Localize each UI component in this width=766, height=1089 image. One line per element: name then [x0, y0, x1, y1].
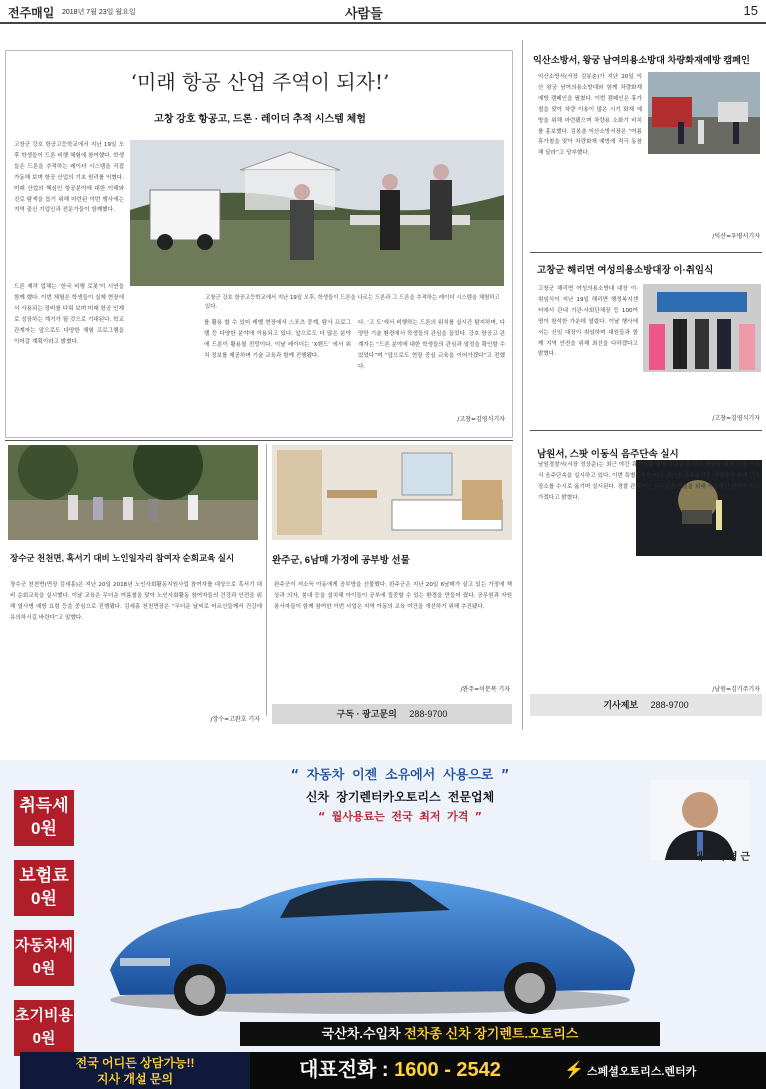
- drone-photo: [130, 140, 504, 286]
- main-body-col1b: 드론 제작 업체는 ‘한국 비행 로봇’이 시연을 함께 했다. 이번 체험은 학생들이 실제 현장에서 사용되는 장비를 다뤄 보며 미래 항공 인재로 성장하는 계기가 될 것으로 기대된다. 학교 관계자는 앞으로도 다양한 체험 프로그램을 이어갈 계획이라고 밝혔다.: [14, 284, 124, 345]
- ad-slogan-3: “ 월사용료는 전국 최저 가격 ”: [318, 810, 482, 823]
- ceo-name: 대표 이 영 근: [693, 852, 750, 863]
- r3-title: 남원서, 스팟 이동식 음주단속 실시: [537, 449, 679, 460]
- main-body-col2: 를 활용 할 수 있어 레벨 현장에서 스포츠 중계, 탐사 프로그램 등 다양한 분야에 이용되고 있다. 앞으로도 더 많은 분야에 드론이 활용될 전망이다. 이날 레이더는 ‘X밴드’ 에서 위치 정보를 제공하며 기술 교육과 함께 진행됐다.: [204, 320, 351, 359]
- ad-branch-box: [20, 1052, 250, 1089]
- sports-car-illustration: [90, 850, 650, 1020]
- lightning-icon: ⚡: [564, 1062, 584, 1079]
- main-photo-caption: 고창군 강호 항공고등학교에서 지난 19일 오후, 학생들이 드론을 나르는 드론과 그 드론을 추적하는 레이더 시스템을 체험하고 있다.: [205, 295, 500, 310]
- ad-tag-2: 보험료 0원: [14, 860, 74, 916]
- lower-divider: [5, 440, 513, 441]
- section-title: 사람들: [345, 6, 383, 21]
- l1-photo-image: [8, 445, 258, 540]
- l1-body: 장수군 천천면(면장 김세홍)은 지난 20일 2018년 노인사회활동지원사업 참여자를 대상으로 혹서기 대비 순회교육을 실시했다. 이날 교육은 무더운 여름철을 맞아 노인사회활동 참여자들의 건강과 안전을 위해 열사병 예방 요령 등을 중심으로 진행됐다. 김세홍 천천면장은 “무더운 날씨로 어르신들께서 건강에 유의하시길 바란다”고 말했다.: [10, 582, 262, 621]
- ad-tag-1: 취득세 0원: [14, 790, 74, 846]
- ad-company-name: 스페셜오토리스.렌터카: [586, 1066, 697, 1078]
- r2-byline: /고창=김영식기자: [712, 415, 760, 422]
- r2-title: 고창군 해리면 여성의용소방대장 이·취임식: [537, 265, 714, 276]
- r1-title: 익산소방서, 왕궁 남여의용소방대 차량화재예방 캠페인: [533, 55, 750, 65]
- subscribe-phone: 288-9700: [409, 709, 448, 719]
- l2-body: 완주군이 저소득 아동에게 공부방을 선물했다. 완주군은 지난 20일 6남매가 살고 있는 가정에 책상과 의자, 침대 등을 설치해 아이들이 공부에 집중할 수 있는 환경을 만들어 줬다. 공무원과 자원봉사자들이 함께 참여한 이번 사업은 지역 아동의 교육 여건을 개선하기 위해 추진됐다.: [274, 582, 512, 610]
- r2-photo-image: [643, 284, 761, 372]
- main-body-col1: 고창군 강호 항공고등학교에서 지난 19일 오후 학생들이 드론 비행 체험에 참여했다. 학생들은 드론을 추적하는 레이더 시스템을 직접 가동해 보며 항공 산업의 기초 원리를 익혔다. 미래 산업의 핵심인 항공분야에 대한 이해와 진로 탐색을 돕기 위해 마련된 이번 행사에는 지역 출신 기업인과 전문가들이 함께했다.: [14, 142, 124, 214]
- l2-photo: [272, 445, 512, 540]
- report-label: 기사제보: [603, 700, 639, 710]
- report-bar: [530, 694, 762, 716]
- l1-photo: [8, 445, 258, 540]
- ad-phone-box: [250, 1052, 550, 1089]
- masthead: 전주매일: [8, 6, 55, 20]
- r1-byline: /익산=우병서기자: [712, 233, 760, 240]
- main-body-col3: 다. ‘고 도’에서 비행하는 드론의 위치를 실시간 탐지하며, 다양한 기술 환경에서 학생들의 관심을 끌었다. 강호 항공고 관계자는 “드론 분야에 대한 학생들의 관심과 열정을 확인할 수 있었다”며 “앞으로도 현장 중심 교육을 이어가겠다”고 전했다.: [358, 320, 505, 370]
- ad-slogan-2: 신차 장기렌터카오토리스 전문업체: [305, 790, 495, 804]
- r3-body: 남원경찰서(서장 정상준)는 최근 야간 휴가철을 맞아 음주운전 사고 예방을 위해 스팟 이동식 음주단속을 실시하고 있다. 이번 특별단속은 야간 휴가철 음주운전을 예방하기 위해 단속 장소를 수시로 옮기며 실시된다. 경찰 관계자는 음주운전 근절을 위해 지속적인 단속을 이어가겠다고 밝혔다.: [538, 462, 760, 501]
- subscribe-bar: [272, 704, 512, 724]
- sports-car-image: [90, 850, 650, 1020]
- l2-photo-image: [272, 445, 512, 540]
- lower-center-divider: [266, 444, 267, 716]
- r2-photo: [643, 284, 761, 372]
- main-byline: /고창=김영식기자: [457, 416, 505, 423]
- r1-photo-image: [648, 72, 760, 154]
- l1-byline: /장수=고완호 기자: [210, 716, 260, 723]
- r2-body: 고창군 해리면 여성의용소방대 대장 이·취임식이 지난 19일 해리면 행정복지센터에서 관내 기관·사회단체장 등 100여 명이 참석한 가운데 열렸다. 이날 행사에서는 신임 대장이 취임하며 대원들과 함께 지역 안전을 위해 최선을 다하겠다고 밝혔다.: [538, 286, 638, 358]
- main-subtitle: 고창 강호 항공고, 드론 · 레이더 추적 시스템 체험: [154, 114, 366, 125]
- ad-banner-a: 국산차.수입차: [321, 1026, 405, 1041]
- l2-byline: /완주=이문복 기자: [460, 686, 510, 693]
- ad-banner-b: 전차종 신차 장기렌트.오토리스: [404, 1026, 579, 1041]
- page-number: 15: [743, 3, 758, 18]
- ad-tag-3: 자동차세 0원: [14, 930, 74, 986]
- report-phone: 288-9700: [650, 700, 689, 710]
- r3-byline: /남원=김기주기자: [712, 686, 760, 693]
- r1-photo: [648, 72, 760, 154]
- ad-phone-number: 1600 - 2542: [394, 1059, 501, 1081]
- ad-branch-line2: 지사 개설 문의: [96, 1072, 174, 1086]
- l2-title: 완주군, 6남매 가정에 공부방 선물: [272, 555, 410, 566]
- drone-photo-image: [130, 140, 504, 286]
- subscribe-label: 구독 · 광고문의: [336, 709, 397, 719]
- ad-banner: [240, 1022, 660, 1046]
- page-header: [0, 0, 766, 24]
- r1-divider: [530, 252, 762, 253]
- right-column-divider: [522, 40, 523, 730]
- car-lease-ad: [0, 760, 766, 1089]
- l1-title: 장수군 천천면, 혹서기 대비 노인일자리 참여자 순회교육 실시: [10, 553, 235, 563]
- main-headline: ‘미래 항공 산업 주역이 되자!’: [130, 70, 390, 94]
- ad-tag-4: 초기비용 0원: [14, 1000, 74, 1056]
- ad-company-box: [550, 1052, 766, 1089]
- ad-branch-line1: 전국 어디든 상담가능!!: [75, 1056, 195, 1070]
- ad-phone-label: 대표전화 :: [299, 1059, 395, 1081]
- r2-divider: [530, 430, 762, 431]
- r1-body: 익산소방서(서장 김봉춘)가 지난 20일 익산 왕궁 남여의용소방대와 함께 차량화재 예방 캠페인을 펼쳤다. 이번 캠페인은 휴가철을 맞아 차량 이용이 많은 시기 화재 예방을 위해 마련됐으며 차량용 소화기 비치를 홍보했다. 김봉춘 익산소방서장은 “여름 휴가철을 맞아 차량화재 예방에 적극 동참해 달라”고 당부했다.: [538, 74, 642, 157]
- issue-date: 2018년 7월 23일 월요일: [62, 9, 136, 16]
- ad-slogan-1: “ 자동차 이젠 소유에서 사용으로 ”: [290, 768, 510, 783]
